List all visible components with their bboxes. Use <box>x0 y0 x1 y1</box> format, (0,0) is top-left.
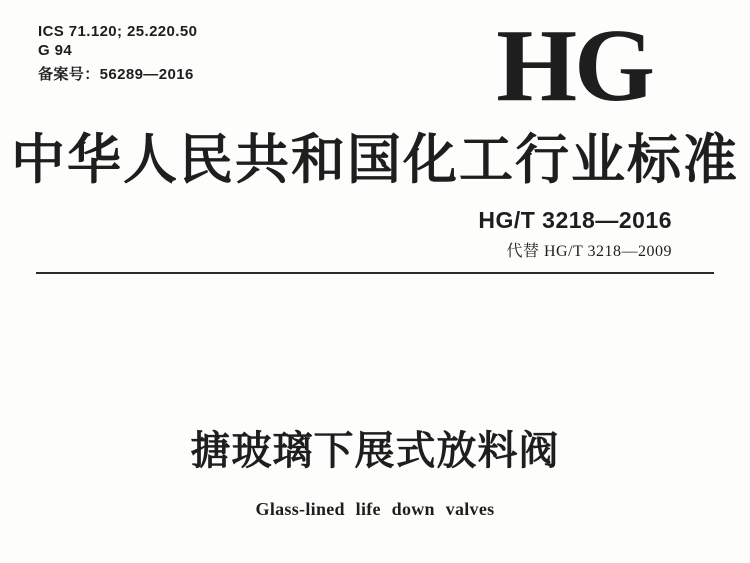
hg-logo: HG <box>496 8 652 123</box>
replaces-note: 代替 HG/T 3218—2009 <box>506 242 672 260</box>
document-title-chinese: 搪玻璃下展式放料阀 <box>190 429 560 473</box>
record-number: 备案号：56289—2016 <box>38 66 194 83</box>
standard-heading: 中华人民共和国化工行业标准 <box>11 130 739 190</box>
divider-rule <box>36 272 714 274</box>
registration-block <box>38 22 197 84</box>
document-title-english: Glass-lined life down valves <box>255 499 495 519</box>
classification-code: G 94 <box>38 42 73 59</box>
standard-number-block <box>478 207 672 261</box>
standard-number: HG/T 3218—2016 <box>478 207 672 233</box>
ics-line: ICS 71.120; 25.220.50 <box>38 23 198 40</box>
